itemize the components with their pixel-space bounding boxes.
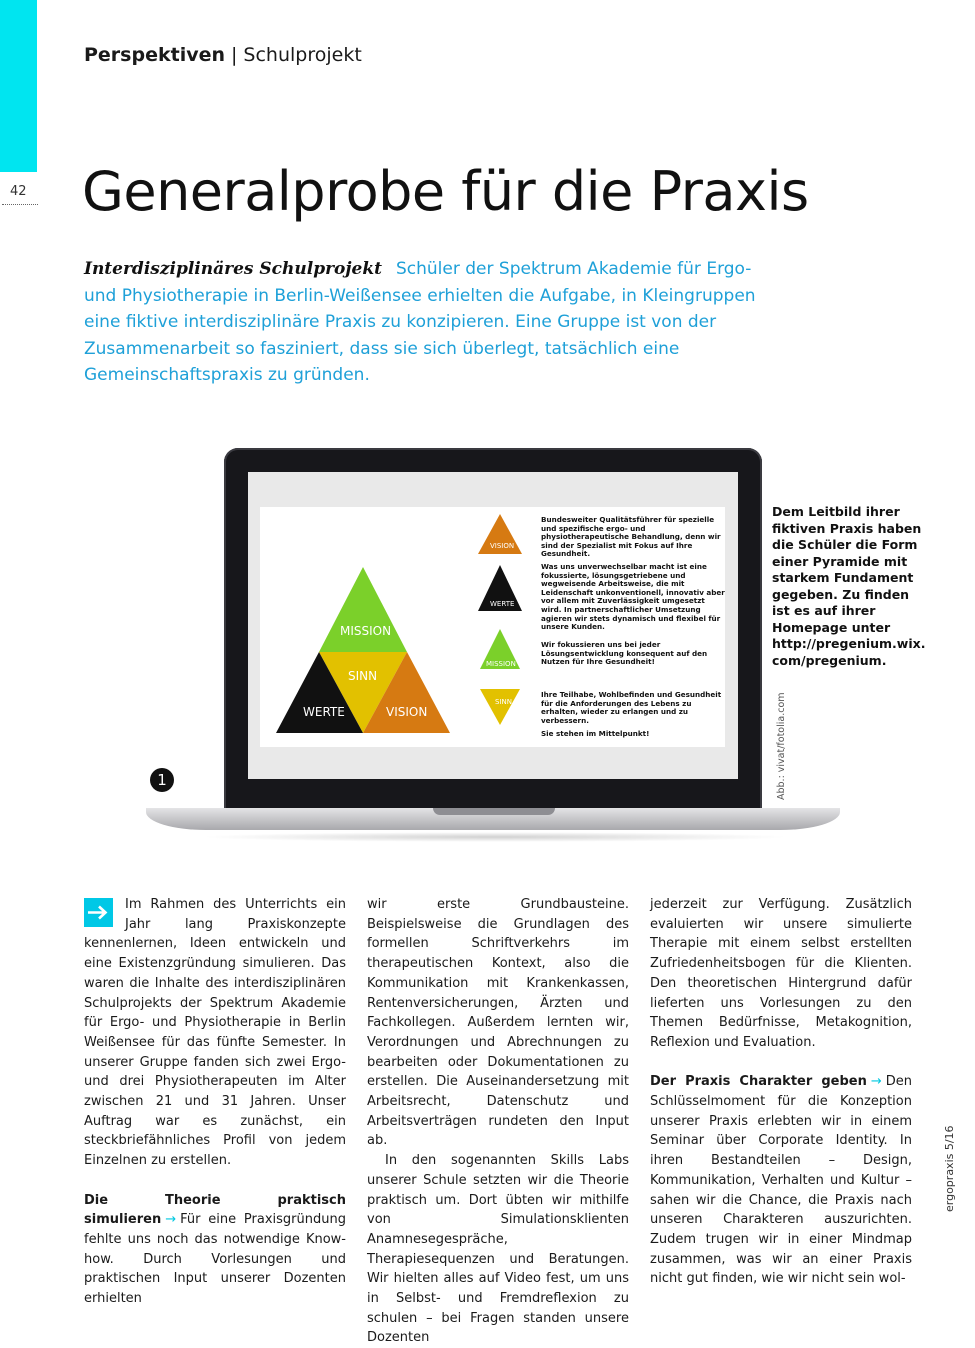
arrow-right-icon	[84, 898, 113, 927]
paragraph-text: Im Rahmen des Unterrichts ein Jahr lang Praxiskonzepte kennenlernen, Ideen entwickeln und eine Existenzgründung simulieren. Das waren die Inhalte des interdisziplinären Schulprojekts der Spektrum Akademie für Ergo- und Physiotherapie in Berlin Weißensee für das fünfte Semester. In unserer Gruppe fanden sich zwei Ergo- und drei Physiotherapeuten im Alter zwischen 21 und 31 Jahren. Unser Auftrag war es zunächst, ein steckbriefähnliches Profil von jedem Einzelnen zu erstellen.	[84, 897, 346, 1169]
paragraph-text: Den Schlüsselmoment für die Konzeption unserer Praxis erlebten wir in einem Seminar über Corporate Identity. In ihren Bestandteilen – Design, Kommunikation, Verhalten und Kultur – sahen wir die Chance, die Praxis nach unseren Charakteren auszurichten. Zudem trugen wir in einer Mindmap zusammen, was wir an einer Praxis nicht gut finden, wie wir nicht sein wol-	[650, 1074, 912, 1287]
article-lead	[84, 256, 784, 389]
section-title: Perspektiven	[84, 44, 226, 66]
mission-text: Wir fokussieren uns bei jeder Lösungsentwicklung konsequent auf den Nutzen für Ihre Gesundheit!	[541, 640, 708, 667]
subheading: Der Praxis Charakter geben	[650, 1074, 867, 1090]
page-number-divider	[2, 204, 38, 205]
sinn-slogan: Sie stehen im Mittelpunkt!	[541, 729, 650, 738]
werte-text: Was uns unverwechselbar macht ist eine fokussierte, lösungsgetriebene und wegweisende Arbeitsweise, die mit Leidenschaft unkonventionell, innovativ aber vor allem mit Zuverlässigkeit umgesetzt wird. In partnerschaftlicher Umsetzung agieren wir stets dynamisch und flexibel für unsere Kunden.	[541, 562, 725, 632]
arrow-icon: →	[870, 1074, 882, 1090]
pyramid-label-vision: VISION	[386, 705, 428, 719]
section-header	[84, 44, 362, 66]
section-separator: |	[231, 44, 238, 66]
subheading: Die Theorie praktisch simulieren	[84, 1192, 346, 1228]
lead-kicker: Interdisziplinäres Schulprojekt	[84, 259, 382, 279]
figure-number-badge: 1	[150, 768, 174, 792]
page-number: 42	[10, 184, 27, 199]
paragraph: wir erste Grundbausteine. Beispielsweise die Grundlagen des formellen Schriftverkehrs im therapeutischen Kontext, also die Kommunikation mit Krankenkassen, Rentenversicherungen, Ärzten und Fachkollegen. Außerdem lernten wir, Verordnungen und Abrechnungen zu bearbeiten oder Dokumentationen zu erstellen. Die Auseinandersetzung mit Arbeitsrecht, Datenschutz und Arbeitsverträgen rundeten den Input ab.	[367, 897, 629, 1149]
small-label-werte: WERTE	[490, 600, 515, 608]
paragraph: jederzeit zur Verfügung. Zusätzlich evaluierten wir unsere simulierte Therapie mit einem selbst erstellten Zufriedenheitsbogen für die Klienten. Den theoretischen Hintergrund dafür lieferten uns Vorlesungen zu den Themen Bedürfnisse, Metakognition, Reflexion und Evaluation.	[650, 897, 912, 1050]
paragraph-text: Für eine Praxisgründung fehlte uns noch das notwendige Know-how. Durch Vorlesungen und praktischen Input unserer Dozenten erhielten	[84, 1212, 346, 1307]
photo-credit: Abb.: vivat/fotolia.com	[776, 692, 787, 800]
journal-footer: ergopraxis 5/16	[943, 1125, 956, 1212]
article-column-3	[650, 895, 912, 1289]
accent-bar	[0, 0, 37, 172]
pyramid-label-werte: WERTE	[303, 705, 345, 719]
pyramid-label-sinn: SINN	[348, 669, 378, 683]
article-headline: Generalprobe für die Praxis	[82, 160, 809, 223]
mission-slide	[260, 507, 725, 747]
figure-caption: Dem Leitbild ihrer fiktiven Praxis haben die Schüler die Form einer Pyramide mit starkem Fundament gegeben. Zu finden ist es auf ihrer Homepage unter http://pregenium.wix. com/pregenium.	[772, 504, 926, 668]
section-subtitle: Schulprojekt	[243, 44, 362, 66]
paragraph: In den sogenannten Skills Labs unserer Schule setzten wir die Theorie praktisch um. Dort übten wir mithilfe von Simulationsklienten Anamnesegespräche, Therapiesequenzen und Beratungen. Wir hielten alles auf Video fest, um uns in Selbst- und Fremdreflexion zu schulen – bei Fragen standen unsere Dozenten	[367, 1153, 629, 1346]
laptop-shadow	[200, 832, 790, 842]
paragraph	[650, 1072, 912, 1289]
laptop-hinge-notch	[433, 808, 555, 815]
vision-text: Bundesweiter Qualitätsführer für spezielle und spezifische ergo- und physiotherapeutische Behandlung, denn wir sind der Spezialist mit Fokus auf Ihre Gesundheit.	[541, 515, 721, 559]
lead-text: Schüler der Spektrum Akademie für Ergo- und Physiotherapie in Berlin-Weißensee erhielten die Aufgabe, in Kleingruppen eine fiktive interdisziplinäre Praxis zu konzipieren. Eine Gruppe ist von der Zusammenarbeit so fasziniert, dass sie sich überlegt, tatsächlich eine Gemeinschaftspraxis zu gründen.	[84, 259, 756, 385]
pyramid-label-mission: MISSION	[340, 624, 392, 638]
pyramid-mission-triangle	[319, 567, 407, 652]
small-label-mission: MISSION	[486, 660, 516, 668]
sinn-text: Ihre Teilhabe, Wohlbefinden und Gesundheit für die Anforderungen des Lebens zu erhalten, wieder zu erlangen und zu verbessern.	[541, 690, 722, 725]
arrow-icon: →	[165, 1212, 177, 1228]
article-column-1	[84, 895, 346, 1309]
small-sinn-triangle	[480, 689, 520, 725]
small-label-sinn: SINN	[495, 698, 512, 706]
paragraph	[84, 895, 346, 1171]
paragraph	[84, 1191, 346, 1309]
article-column-2	[367, 895, 629, 1348]
small-label-vision: VISION	[490, 542, 515, 550]
